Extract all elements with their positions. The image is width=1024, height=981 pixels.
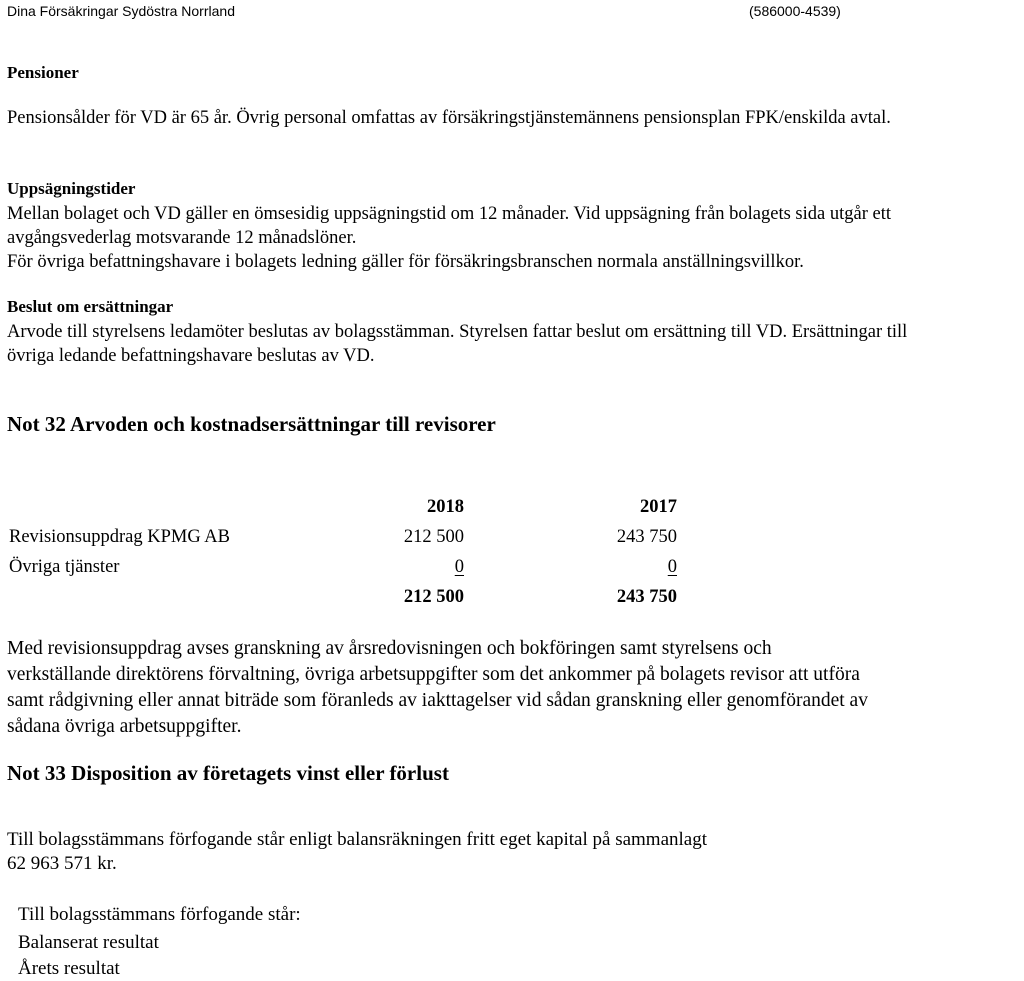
- not32-paragraph-line-4: sådana övriga arbetsuppgifter.: [7, 716, 242, 737]
- not33-line-1: Till bolagsstämmans förfogande står enligt balansräkningen fritt eget kapital på sammanlagt: [7, 829, 708, 850]
- beslut-line-2: övriga ledande befattningshavare beslutas av VD.: [7, 346, 375, 366]
- table-total-row: [9, 584, 689, 610]
- not33-heading: Not 33 Disposition av företagets vinst eller förlust: [7, 761, 449, 785]
- row-label: Revisionsuppdrag KPMG AB: [9, 527, 230, 547]
- uppsagningstider-heading: Uppsägningstider: [7, 179, 136, 198]
- pensioner-heading: Pensioner: [7, 63, 79, 82]
- not32-paragraph-line-2: verkställande direktörens förvaltning, övriga arbetsuppgifter som det ankommer på bolagets revisor att utföra: [7, 664, 860, 685]
- row-value-2018: 0: [454, 557, 464, 577]
- table-header-row: [9, 494, 689, 520]
- total-2018: 212 500: [403, 587, 464, 607]
- beslut-line-1: Arvode till styrelsens ledamöter beslutas av bolagsstämman. Styrelsen fattar beslut om ersättning till VD. Ersättningar till: [7, 322, 908, 342]
- uppsagningstider-line-1: Mellan bolaget och VD gäller en ömsesidig uppsägningstid om 12 månader. Vid uppsägning från bolagets sida utgår ett: [7, 204, 891, 224]
- row-value-2017: 0: [667, 557, 677, 577]
- uppsagningstider-line-2: avgångsvederlag motsvarande 12 månadslöner.: [7, 228, 357, 248]
- not33-line-2: 62 963 571 kr.: [7, 853, 117, 874]
- table-row: [9, 554, 689, 580]
- year-2018-header: 2018: [427, 497, 464, 517]
- year-2017-header: 2017: [640, 497, 677, 517]
- row-value-2017: 243 750: [616, 527, 677, 547]
- org-number: (586000-4539): [749, 3, 841, 19]
- total-2017: 243 750: [616, 587, 677, 607]
- table-row: [9, 524, 689, 550]
- not33-list-item: Årets resultat: [18, 958, 120, 979]
- pensioner-text: Pensionsålder för VD är 65 år. Övrig personal omfattas av försäkringstjänstemännens pensionsplan FPK/enskilda avtal.: [7, 108, 891, 128]
- not32-paragraph-line-3: samt rådgivning eller annat biträde som föranleds av iakttagelser vid sådan granskning eller genomförandet av: [7, 690, 868, 711]
- row-value-2018: 212 500: [403, 527, 464, 547]
- not32-heading: Not 32 Arvoden och kostnadsersättningar till revisorer: [7, 412, 496, 436]
- company-name: Dina Försäkringar Sydöstra Norrland: [7, 3, 235, 19]
- row-label: Övriga tjänster: [9, 557, 120, 577]
- not33-list-intro: Till bolagsstämmans förfogande står:: [18, 904, 301, 925]
- not32-paragraph-line-1: Med revisionsuppdrag avses granskning av årsredovisningen och bokföringen samt styrelsens och: [7, 638, 772, 659]
- beslut-heading: Beslut om ersättningar: [7, 297, 174, 316]
- not33-list-item: Balanserat resultat: [18, 932, 159, 953]
- uppsagningstider-line-3: För övriga befattningshavare i bolagets ledning gäller för försäkringsbranschen normala anställningsvillkor.: [7, 252, 804, 272]
